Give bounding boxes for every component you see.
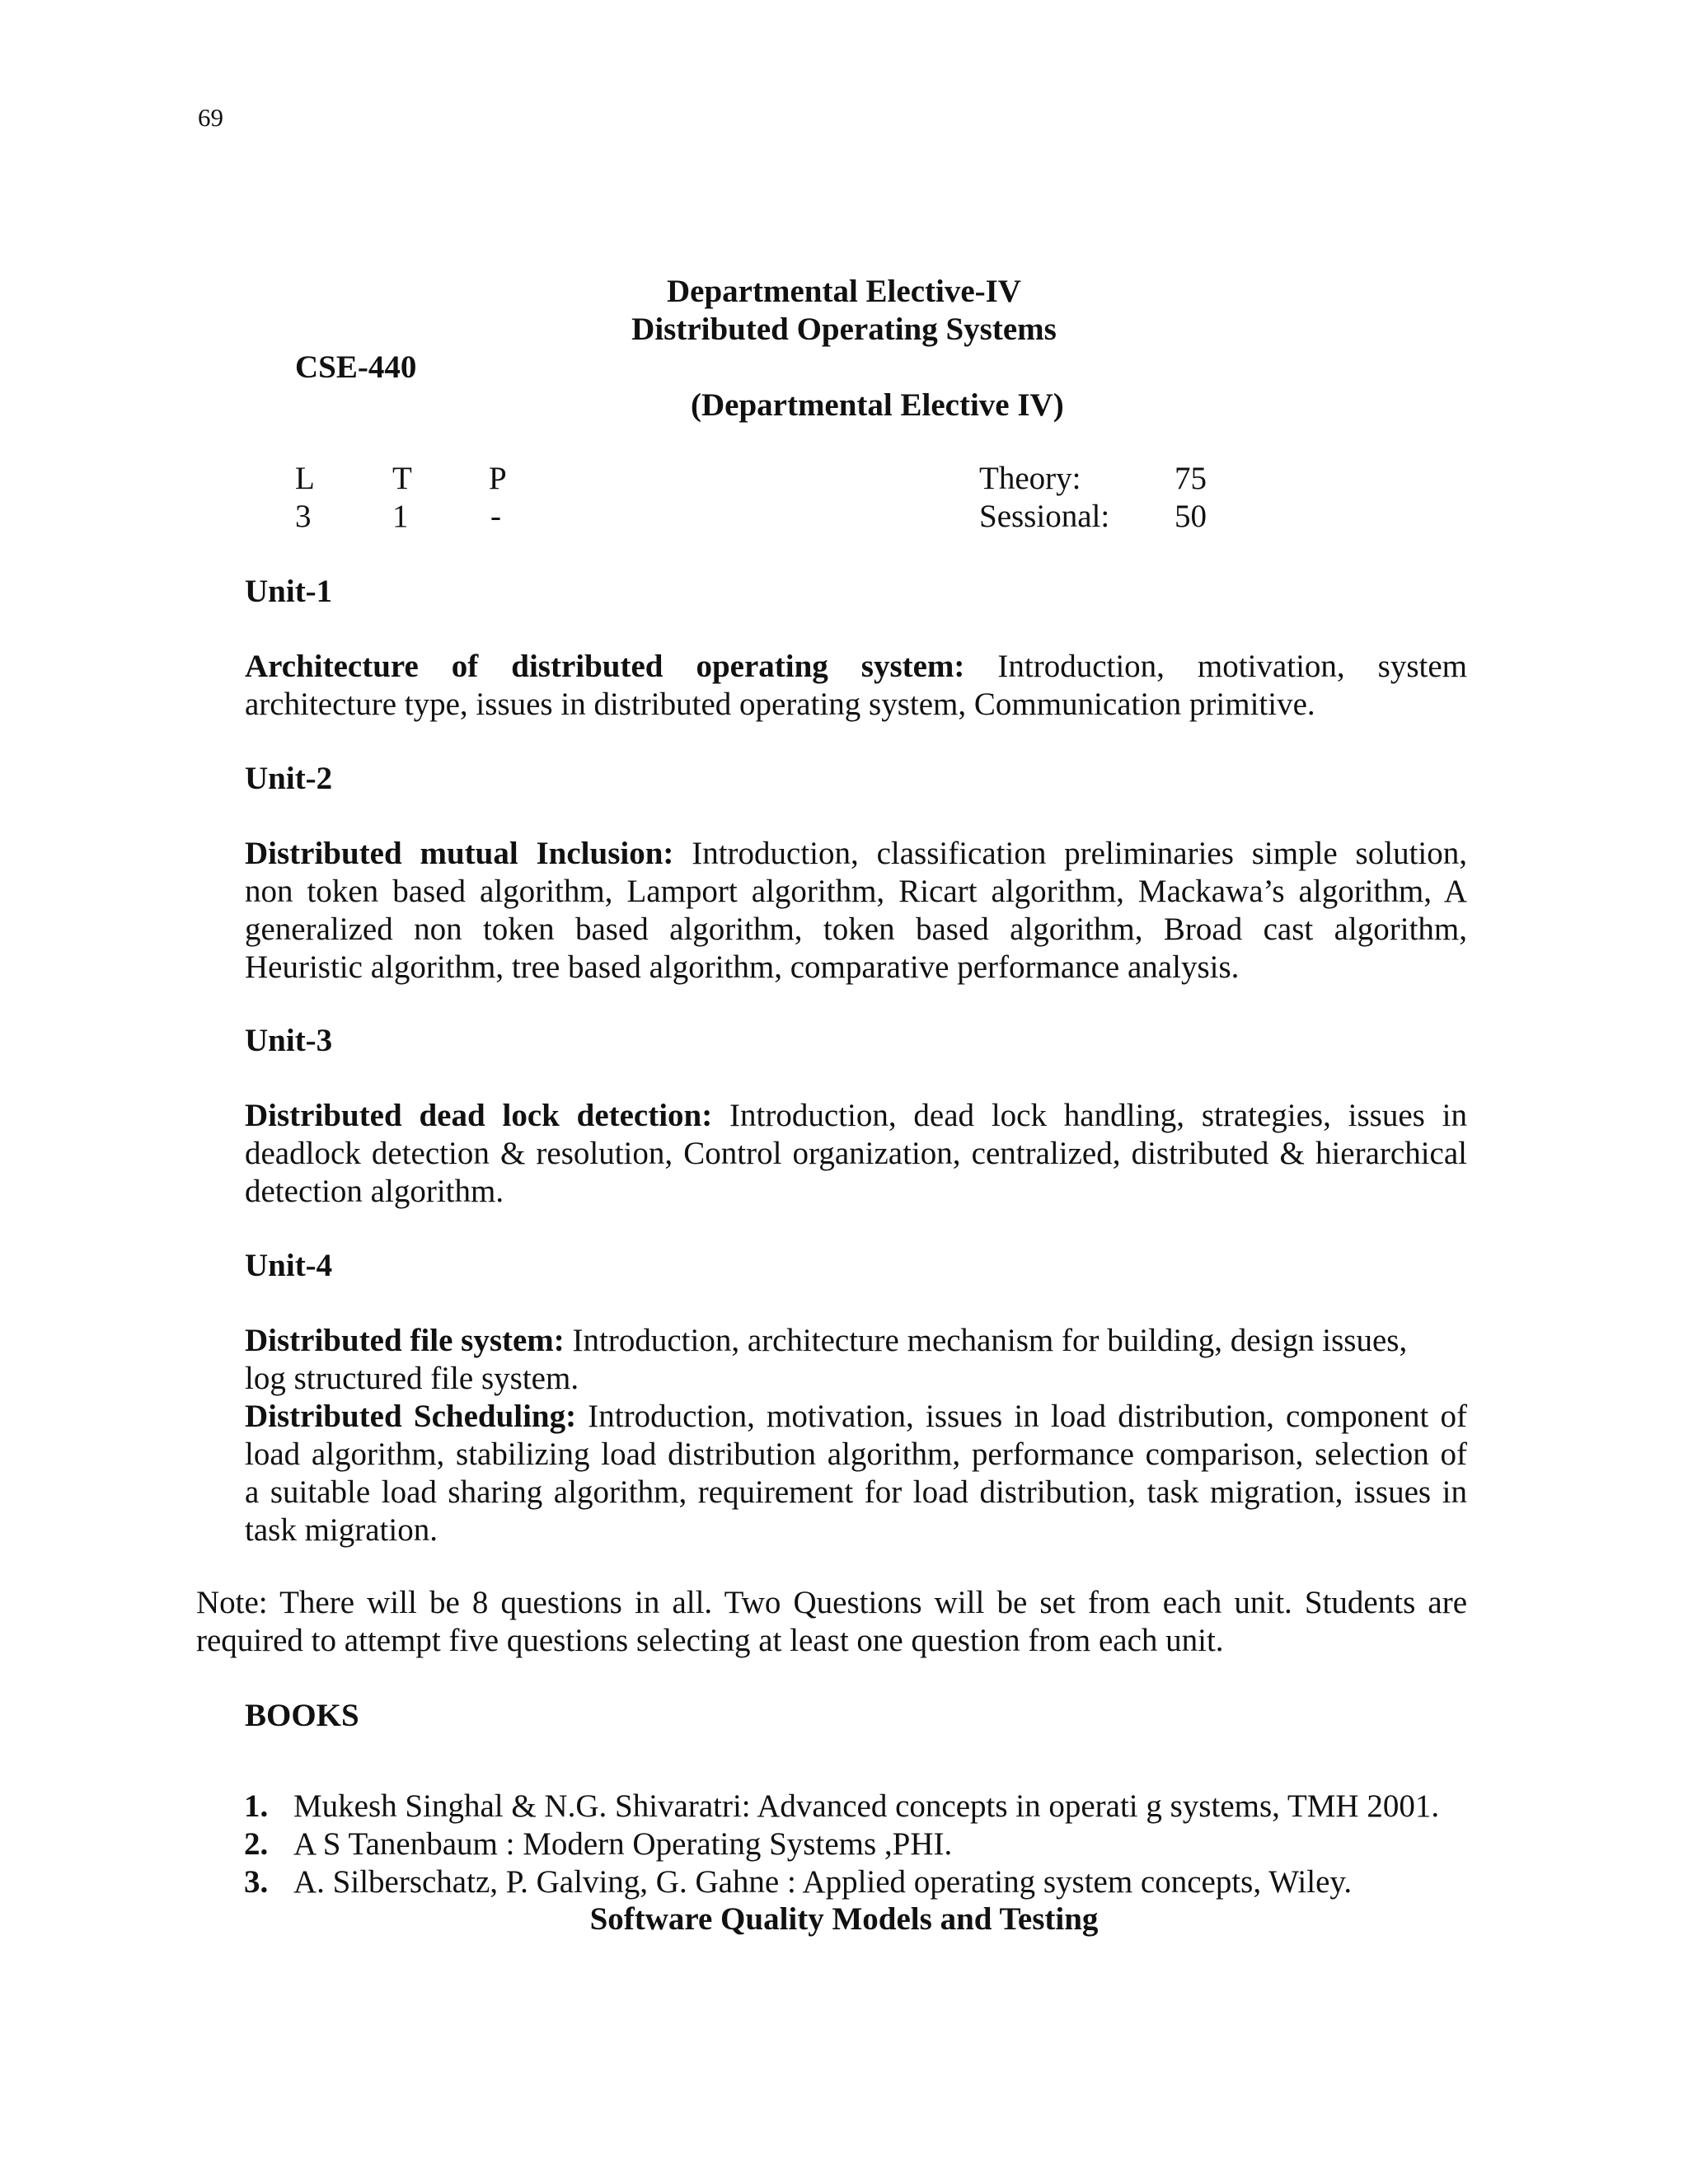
unit-1-heading: Unit-1 — [245, 574, 333, 609]
unit-1-topic: Architecture of distributed operating system: — [245, 649, 965, 684]
sessional-label: Sessional: — [979, 499, 1110, 534]
ltp-T-header: T — [392, 461, 412, 496]
books-list — [244, 1788, 1480, 1901]
unit-2-topic: Distributed mutual Inclusion: — [245, 836, 674, 871]
unit-2-content: Distributed mutual Inclusion: Introduction, classification preliminaries simple solution, non token based algorithm, Lamport algorithm, Ricart algorithm, Mackawa’s algorithm, A generalized non token based algorithm, token based algorithm, Broad cast algorithm, Heuristic algorithm, tree based algorithm, comparative performance analysis. — [245, 836, 1467, 985]
theory-marks: 75 — [1175, 461, 1207, 496]
theory-label: Theory: — [979, 461, 1081, 496]
course-code: CSE-440 — [295, 349, 417, 385]
book-title: A. Silberschatz, P. Galving, G. Gahne : Applied operating system concepts, Wiley. — [293, 1864, 1353, 1900]
unit-4-heading: Unit-4 — [245, 1248, 333, 1283]
list-item: 2. A S Tanenbaum : Modern Operating Systems ,PHI. — [244, 1826, 953, 1862]
page-number: 69 — [198, 103, 223, 132]
books-heading: BOOKS — [245, 1698, 359, 1733]
exam-note: Note: There will be 8 questions in all. Two Questions will be set from each unit. Students are required to attempt five questions selecting at least one question from each unit. — [196, 1585, 1467, 1658]
ltp-T-value: 1 — [392, 499, 409, 534]
ltp-L-value: 3 — [295, 499, 312, 534]
unit-1-content: Architecture of distributed operating system: Introduction, motivation, system architecture type, issues in distributed operating system, Communication primitive. — [245, 649, 1467, 722]
ltp-P-value: - — [490, 499, 501, 534]
unit-3-heading: Unit-3 — [245, 1023, 333, 1058]
next-section-title: Software Quality Models and Testing — [589, 1901, 1099, 1937]
course-subtitle: Distributed Operating Systems — [631, 312, 1057, 347]
course-title: Departmental Elective-IV — [667, 274, 1021, 309]
unit-3-topic: Distributed dead lock detection: — [245, 1098, 713, 1133]
unit-4-topic-scheduling: Distributed Scheduling: — [245, 1399, 577, 1434]
ltp-P-header: P — [489, 461, 507, 496]
list-item: 1. Mukesh Singhal & N.G. Shivaratri: Advanced concepts in operati g systems, TMH 2001. — [244, 1788, 1440, 1824]
list-item: 3. A. Silberschatz, P. Galving, G. Gahne : Applied operating system concepts, Wiley. — [244, 1864, 1353, 1900]
unit-3-content: Distributed dead lock detection: Introduction, dead lock handling, strategies, issues in deadlock detection & resolution, Control organization, centralized, distributed & hierarchical detection algorithm. — [245, 1098, 1467, 1209]
ltp-L-header: L — [295, 461, 315, 496]
unit-4-content: Distributed file system: Introduction, architecture mechanism for building, design issues, log structured file system. Distributed Scheduling: Introduction, motivation, issues in load distribution, component of load algorithm, stabilizing load distribution algorithm, performance comparison, selection of a suitable load sharing algorithm, requirement for load distribution, task migration, issues in task migration. — [245, 1323, 1467, 1548]
unit-4-topic-file-system: Distributed file system: — [245, 1323, 565, 1358]
elective-label: (Departmental Elective IV) — [691, 387, 1064, 423]
book-title: Mukesh Singhal & N.G. Shivaratri: Advanced concepts in operati g systems, TMH 2001. — [293, 1788, 1440, 1824]
book-title: A S Tanenbaum : Modern Operating Systems ,PHI. — [293, 1826, 953, 1862]
unit-2-heading: Unit-2 — [245, 761, 333, 796]
sessional-marks: 50 — [1175, 499, 1207, 534]
